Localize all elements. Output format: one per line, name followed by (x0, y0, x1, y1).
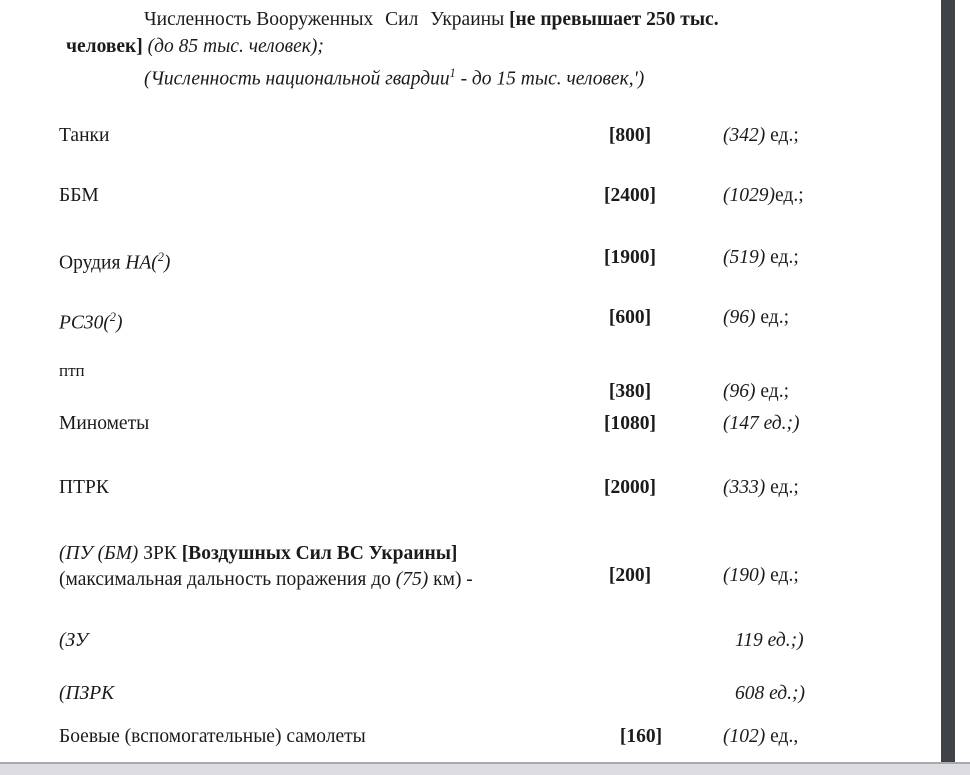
row-actual-tanks (723, 123, 799, 148)
row-unit-artillery: ед.; (765, 247, 799, 268)
row-quantity-artillery: [1900] (604, 247, 656, 268)
row-unit-aircraft: ед., (765, 726, 799, 747)
row-actual-value-mlrs: (96) (723, 307, 756, 328)
sam-range-text: (максимальная дальность поражения до (59, 569, 396, 590)
footnote-marker-1: 1 (449, 66, 456, 80)
viewer-right-margin (955, 0, 970, 762)
row-label-manpads: (ПЗРК (59, 683, 115, 704)
row-unit-sam: ед.; (765, 565, 799, 586)
header-guard-tail: - до 15 тыс. человек,') (455, 68, 645, 90)
row-label-aircraft: Боевые (вспомогательные) самолеты (59, 726, 366, 747)
row-actual-manpads: 608 ед.;) (735, 683, 806, 704)
header-guard-text: (Численность национальной гвардии (144, 68, 450, 90)
header-italic-actual-personnel: (до 85 тыс. человек); (147, 36, 324, 57)
row-label-artillery-text: Орудия (59, 252, 126, 274)
row-actual-atgm (723, 475, 799, 500)
row-unit-ptp: ед.; (755, 381, 789, 402)
row-actual-value-atgm: (333) (723, 477, 766, 498)
row-actual-aa-guns: 119 ед.;) (735, 630, 804, 651)
row-quantity-ptp: [380] (608, 381, 652, 402)
row-label-mlrs-abbr: РС30( (59, 312, 110, 334)
row-quantity-bbm: [2400] (604, 185, 656, 206)
header-bold-chelovek: человек] (66, 36, 143, 57)
row-quantity-aircraft: [160] (619, 726, 663, 747)
row-label-atgm: ПТРК (59, 477, 109, 498)
row-actual-aircraft (723, 724, 798, 749)
row-actual-value-artillery: (519) (723, 247, 766, 268)
row-actual-sam (723, 563, 799, 588)
row-quantity-mortars: [1080] (604, 413, 656, 434)
row-actual-value-sam: (190) (723, 565, 766, 586)
sam-block-line-2 (59, 567, 473, 593)
sam-range-units: км) - (428, 569, 473, 590)
header-text-sil: Сил (385, 9, 419, 30)
row-label-mlrs (59, 305, 122, 336)
header-line-2 (66, 33, 922, 60)
row-actual-value-mortars: (147 ед.;) (723, 413, 800, 434)
sam-systems-block (59, 541, 473, 593)
row-label-mortars: Минометы (59, 413, 150, 434)
row-quantity-sam: [200] (608, 565, 652, 586)
row-actual-value-bbm: (1029) (723, 185, 775, 206)
row-unit-atgm: ед.; (765, 477, 799, 498)
sam-zrk-text: ЗРК (138, 543, 182, 564)
header-bold-limit: [не превышает 250 тыс. (509, 9, 719, 30)
row-label-mlrs-paren: ) (115, 312, 123, 334)
row-actual-value-ptp: (96) (723, 381, 756, 402)
row-quantity-tanks: [800] (608, 125, 652, 146)
page-header-paragraph (66, 6, 922, 93)
header-text-chislennost: Численность Вооруженных (144, 9, 374, 30)
row-label-ptp: птп (59, 361, 85, 380)
row-label-artillery-abbr: НА( (125, 252, 158, 274)
header-line-1 (66, 6, 922, 33)
footnote-marker-2-artillery: 2 (157, 250, 164, 264)
row-actual-mortars (723, 411, 800, 436)
row-actual-bbm (723, 183, 804, 208)
row-actual-ptp (723, 379, 789, 404)
header-text-ukrainy: Украины (430, 9, 505, 30)
row-quantity-mlrs: [600] (608, 307, 652, 328)
row-label-artillery-paren: ) (163, 252, 171, 274)
row-label-artillery (59, 245, 170, 276)
header-line-3-national-guard (144, 60, 922, 93)
row-actual-mlrs (723, 305, 789, 330)
row-actual-artillery (723, 245, 799, 270)
footnote-marker-2-mlrs: 2 (109, 310, 116, 324)
page-right-border (941, 0, 955, 762)
row-actual-value-tanks: (342) (723, 125, 766, 146)
row-label-aa-guns: (ЗУ (59, 630, 89, 651)
sam-block-line-1 (59, 541, 473, 567)
row-unit-tanks: ед.; (765, 125, 799, 146)
row-label-bbm: ББМ (59, 185, 99, 206)
row-quantity-atgm: [2000] (604, 477, 656, 498)
sam-air-force-bold: [Воздушных Сил ВС Украины] (181, 543, 458, 564)
row-actual-value-aircraft: (102) (723, 726, 766, 747)
viewer-bottom-bar (0, 764, 970, 775)
row-unit-bbm: ед.; (775, 185, 804, 206)
sam-range-value: (75) (395, 569, 429, 590)
row-label-tanks: Танки (59, 125, 110, 146)
sam-launcher-abbr: (ПУ (БМ) (59, 543, 139, 564)
row-unit-mlrs: ед.; (755, 307, 789, 328)
